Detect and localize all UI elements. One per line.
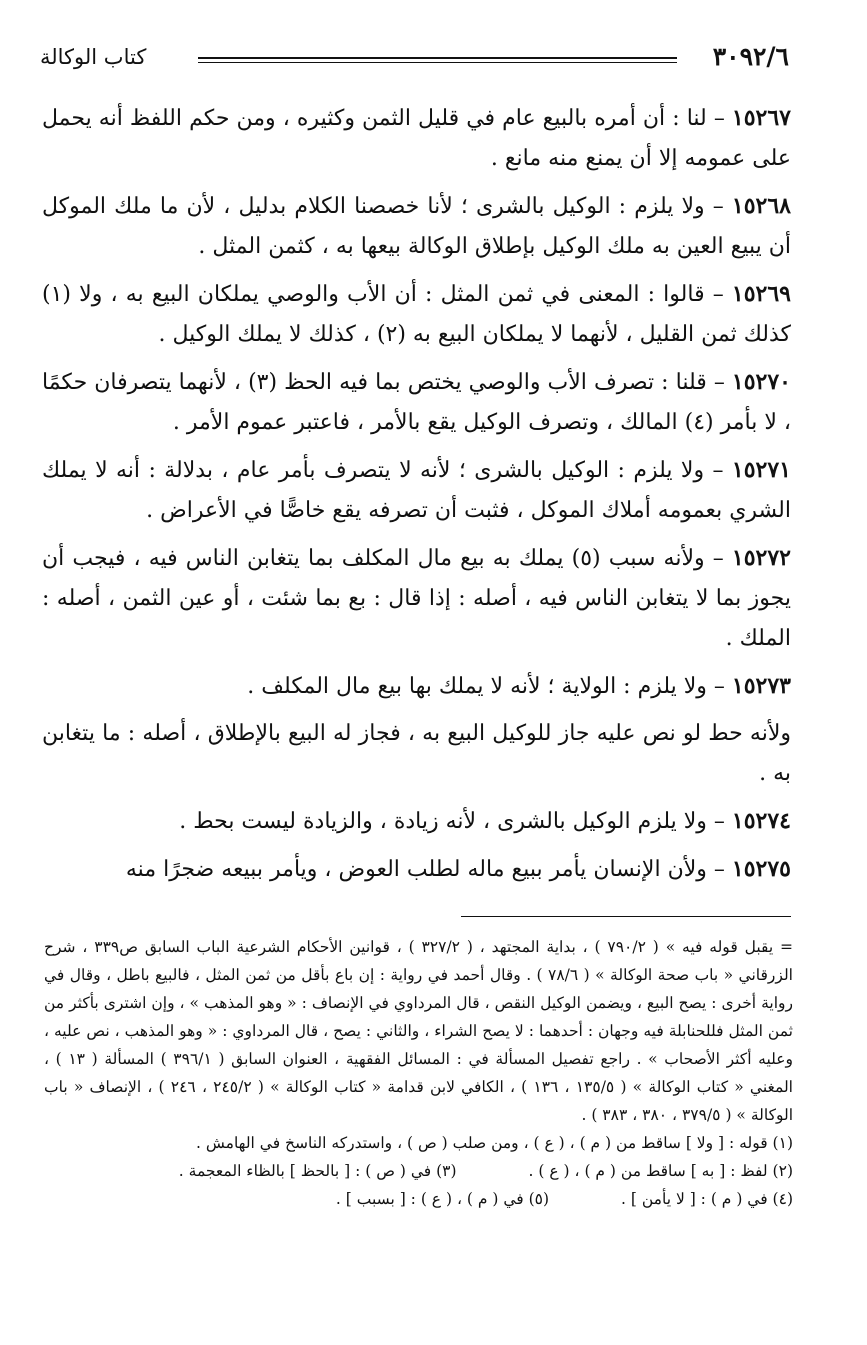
footnotes xyxy=(44,933,793,1213)
paragraph-15270 xyxy=(42,362,791,443)
paragraph-15272 xyxy=(42,538,791,659)
footnote-row xyxy=(44,1185,793,1213)
issue-number: ١٥٢٧٠ xyxy=(731,369,791,395)
paragraph-text: – ولا يلزم الوكيل بالشرى ، لأنه زيادة ، والزيادة ليست بحط . xyxy=(179,809,732,834)
footnote-3: (٣) في ( ص ) : [ بالحظ ] بالظاء المعجمة . xyxy=(178,1162,457,1180)
issue-number: ١٥٢٧٣ xyxy=(731,673,791,699)
book-title: كتاب الوكالة xyxy=(40,45,147,69)
footnote-1: (١) قوله : [ ولا ] ساقط من ( م ) ، ( ع ) ، ومن صلب ( ص ) ، واستدركه الناسخ في الهامش . xyxy=(196,1134,793,1152)
paragraph-text: – ولا يلزم : الوكيل بالشرى ؛ لأنه لا يتصرف بأمر عام ، بدلالة : أنه لا يملك الشري بعمومه أملاك الموكل ، فثبت أن تصرفه يقع خاصًّا في الأعراض . xyxy=(42,458,791,523)
paragraph-15271 xyxy=(42,450,791,531)
paragraph-text: – ولأنه سبب (٥) يملك به بيع مال المكلف بما يتغابن الناس فيه ، فيجب أن يجوز بما لا يتغابن الناس فيه ، أصله : إذا قال : بع بما شئت ، أو عين الثمن ، أصله : الملك . xyxy=(42,546,791,651)
issue-number: ١٥٢٦٧ xyxy=(731,105,791,131)
header-rule xyxy=(198,57,677,63)
issue-number: ١٥٢٧٤ xyxy=(731,808,791,834)
paragraph-15273 xyxy=(42,666,791,707)
paragraph-text: – ولا يلزم : الولاية ؛ لأنه لا يملك بها بيع مال المكلف . xyxy=(247,674,732,699)
paragraph-15267 xyxy=(42,98,791,179)
paragraph-text: ولأنه حط لو نص عليه جاز للوكيل البيع به ، فجاز له البيع بالإطلاق ، أصله : ما يتغابن به . xyxy=(42,721,791,786)
footnote-4: (٤) في ( م ) : [ لا يأمن ] . xyxy=(621,1190,793,1208)
paragraph-15269 xyxy=(42,274,791,355)
paragraph-text: – قالوا : المعنى في ثمن المثل : أن الأب والوصي يملكان البيع به ، ولا (١) كذلك ثمن القليل ، لأنهما لا يملكان البيع به (٢) ، كذلك لا يملك الوكيل . xyxy=(42,282,791,347)
footnote-2: (٢) لفظ : [ به ] ساقط من ( م ) ، ( ع ) . xyxy=(528,1162,793,1180)
footnote-5: (٥) في ( م ) ، ( ع ) : [ بسبب ] . xyxy=(335,1190,550,1208)
page-number: ٣٠٩٢/٦ xyxy=(712,42,789,71)
footnote-continuation: = يقبل قوله فيه » ( ٧٩٠/٢ ) ، بداية المجتهد ، ( ٣٢٧/٢ ) ، قوانين الأحكام الشرعية الباب السابق ص٣٣٩ ، شرح الزرقاني « باب صحة الوكالة » ( ٧٨/٦ ) . وقال أحمد في رواية : إن باع بأقل من ثمن المثل ، فالبيع باطل ، وقال في رواية أخرى : يصح البيع ، ويضمن الوكيل النقص ، قال المرداوي في الإنصاف : « وهو المذهب » ، وإن اشترى بأكثر من ثمن المثل فللحنابلة فيه وجهان : أحدهما : لا يصح الشراء ، والثاني : يصح ، قال المرداوي : « وهو المذهب ، نص عليه ، وعليه أكثر الأصحاب » . راجع تفصيل المسألة في : المسائل الفقهية ، العنوان السابق ( ٣٩٦/١ ) المسألة ( ١٣ ) ، المغني « كتاب الوكالة » ( ١٣٥/٥ ، ١٣٦ ) ، الكافي لابن قدامة « كتاب الوكالة » ( ٢٤٥/٢ ، ٢٤٦ ) ، الإنصاف « باب الوكالة » ( ٣٧٩/٥ ، ٣٨٠ ، ٣٨٣ ) . xyxy=(44,938,793,1124)
paragraph-15268 xyxy=(42,186,791,267)
issue-number: ١٥٢٧٢ xyxy=(731,545,791,571)
paragraph-text: – ولا يلزم : الوكيل بالشرى ؛ لأنا خصصنا الكلام بدليل ، لأن ما ملك الموكل أن يبيع العين به ملك الوكيل بإطلاق الوكالة بيعها به ، كثمن المثل . xyxy=(42,194,791,259)
issue-number: ١٥٢٧٥ xyxy=(731,856,791,882)
page-header xyxy=(40,40,789,76)
paragraph-15275 xyxy=(42,849,791,890)
paragraph-unnumbered xyxy=(42,714,791,794)
issue-number: ١٥٢٦٩ xyxy=(731,281,791,307)
paragraph-text: – قلنا : تصرف الأب والوصي يختص بما فيه الحظ (٣) ، لأنهما يتصرفان حكمًا ، لا بأمر (٤) المالك ، وتصرف الوكيل يقع بالأمر ، فاعتبر عموم الأمر . xyxy=(42,370,791,435)
paragraph-15274 xyxy=(42,801,791,842)
footnote-separator xyxy=(461,916,791,917)
issue-number: ١٥٢٦٨ xyxy=(731,193,791,219)
main-text xyxy=(42,98,791,897)
paragraph-text: – لنا : أن أمره بالبيع عام في قليل الثمن وكثيره ، ومن حكم اللفظ أنه يحمل على عمومه إلا أن يمنع منه مانع . xyxy=(42,106,791,171)
footnote-row xyxy=(44,1157,793,1185)
paragraph-text: – ولأن الإنسان يأمر ببيع ماله لطلب العوض ، ويأمر ببيعه ضجرًا منه xyxy=(125,857,732,882)
issue-number: ١٥٢٧١ xyxy=(731,457,791,483)
